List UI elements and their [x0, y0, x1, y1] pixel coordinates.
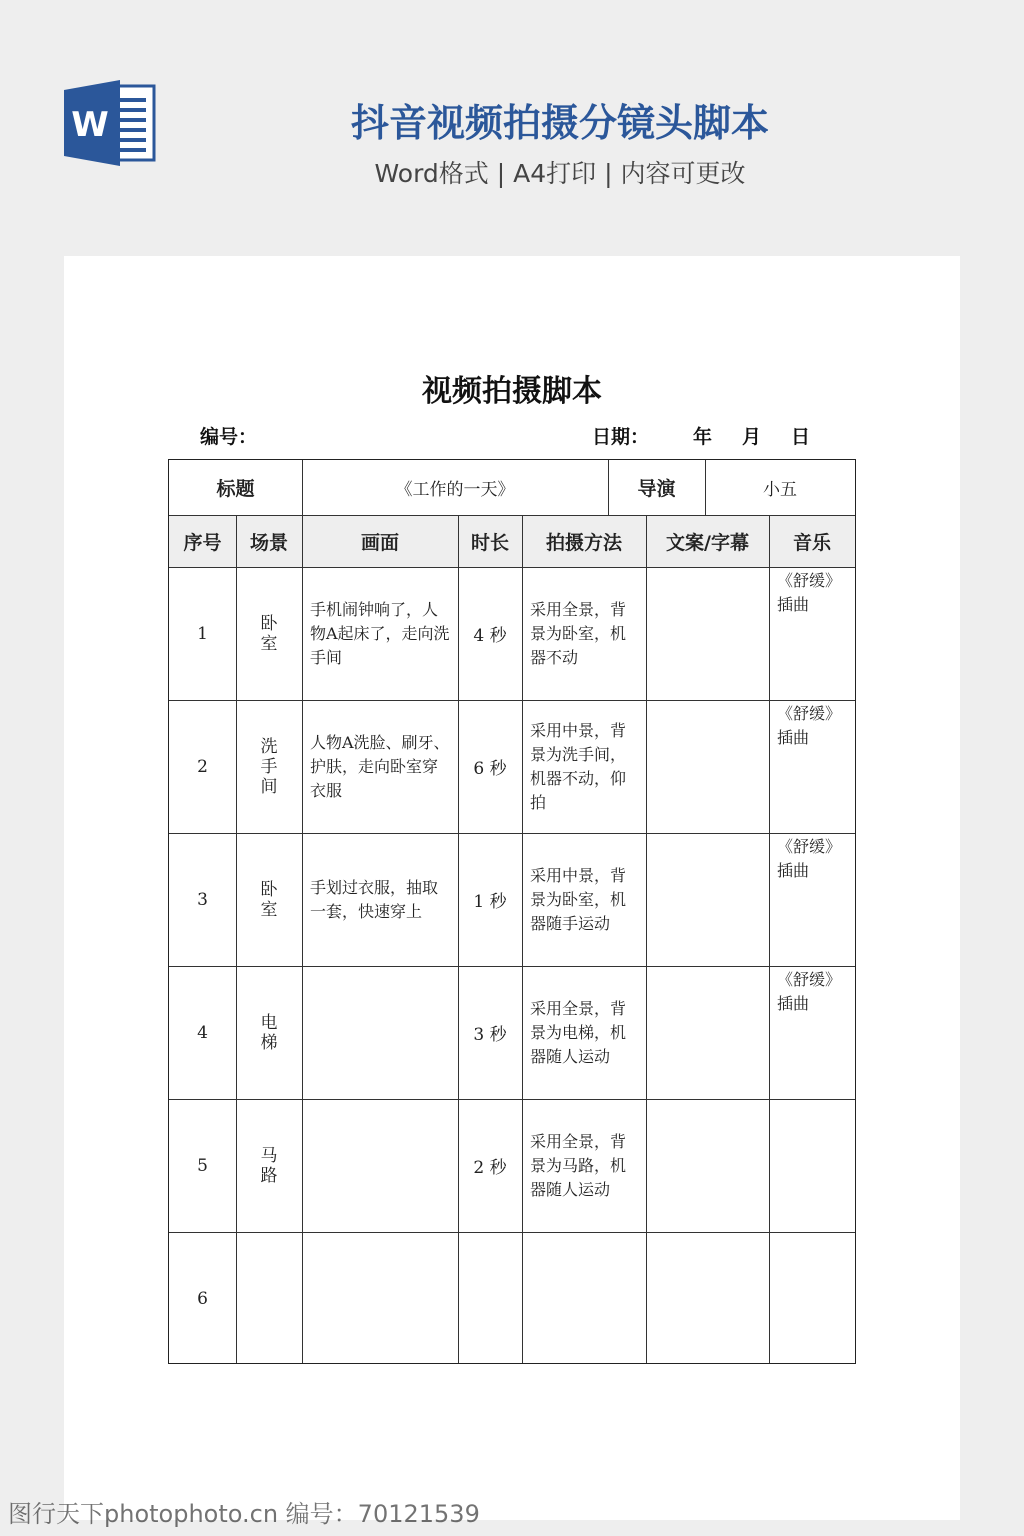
row-number-cell: 6: [197, 1288, 208, 1309]
column-header: 音乐: [769, 515, 855, 567]
caption-cell: [646, 966, 769, 1099]
grid-line-v: [646, 515, 647, 1363]
year-label: 年: [693, 426, 713, 448]
scene-char: 室: [260, 899, 278, 920]
scene-char: 马: [260, 1145, 278, 1166]
director-value-cell: 小五: [763, 480, 797, 500]
music-cell: [769, 1099, 855, 1232]
picture-cell: [302, 966, 458, 1099]
duration-cell: [458, 1232, 522, 1365]
script-table: [168, 459, 856, 1364]
method-cell: 采用中景，背景为洗手间，机器不动，仰拍: [530, 720, 627, 812]
scene-char: 路: [260, 1165, 278, 1186]
grid-line-v: [769, 515, 770, 1363]
duration-cell: 2 秒: [473, 1158, 507, 1178]
scene-char: 梯: [260, 1032, 278, 1053]
method-cell: [522, 1232, 646, 1365]
scene-char: 电: [260, 1012, 278, 1033]
page-heading: 抖音视频拍摄分镜头脚本: [350, 101, 769, 145]
grid-line-h: [169, 1099, 855, 1100]
row-number-cell: 1: [197, 623, 208, 644]
column-header: 文案/字幕: [646, 515, 769, 567]
grid-line-v: [236, 515, 237, 1363]
method-cell: 采用全景，背景为电梯，机器随人运动: [530, 998, 627, 1066]
day-label: 日: [791, 426, 811, 448]
grid-line-h: [169, 966, 855, 967]
picture-cell: [302, 1232, 458, 1365]
picture-cell: 人物A洗脸、刷牙、护肤，走向卧室穿衣服: [310, 732, 450, 800]
date-field: [592, 422, 810, 449]
scene-cell: [236, 966, 302, 1099]
row-number-cell: 5: [197, 1155, 208, 1176]
row-number-cell: 3: [197, 889, 208, 910]
caption-cell: [646, 1232, 769, 1365]
caption-cell: [646, 567, 769, 700]
scene-char: 间: [260, 776, 278, 797]
music-cell: [769, 1232, 855, 1365]
method-cell: 采用全景，背景为卧室，机器不动: [530, 599, 627, 667]
grid-line-v: [302, 460, 303, 515]
grid-line-h: [169, 700, 855, 701]
number-label: 编号：: [200, 426, 258, 448]
row-number-cell: 2: [197, 756, 208, 777]
grid-line-h: [169, 1232, 855, 1233]
grid-line-h: [169, 567, 855, 568]
watermark: 图行天下photophoto.cn 编号：70121539: [8, 1500, 480, 1528]
caption-cell: [646, 700, 769, 833]
column-header: 时长: [458, 515, 522, 567]
scene-char: 手: [260, 756, 278, 777]
scene-cell: [236, 833, 302, 966]
logo-letter: W: [71, 105, 109, 145]
page-subheading: Word格式 | A4打印 | 内容可更改: [374, 159, 746, 188]
music-cell: 《舒缓》插曲: [777, 837, 842, 880]
picture-cell: 手机闹钟响了，人物A起床了，走向洗手间: [310, 599, 450, 667]
document-title: 视频拍摄脚本: [422, 374, 602, 409]
scene-cell: [236, 1232, 302, 1365]
music-cell: 《舒缓》插曲: [777, 704, 842, 747]
column-header: 画面: [302, 515, 458, 567]
word-logo-icon: [64, 80, 158, 166]
method-cell: 采用全景，背景为马路，机器随人运动: [530, 1131, 627, 1199]
grid-line-v: [522, 515, 523, 1363]
scene-cell: [236, 700, 302, 833]
column-header: 场景: [236, 515, 302, 567]
music-cell: 《舒缓》插曲: [777, 970, 842, 1013]
director-label-cell: 导演: [637, 478, 676, 500]
date-label: 日期：: [592, 426, 650, 448]
grid-line-h: [169, 515, 855, 516]
duration-cell: 6 秒: [473, 759, 507, 779]
method-cell: 采用中景，背景为卧室，机器随手运动: [530, 865, 627, 933]
picture-cell: 手划过衣服，抽取一套，快速穿上: [310, 877, 439, 921]
column-header: 拍摄方法: [522, 515, 646, 567]
duration-cell: 1 秒: [473, 892, 507, 912]
grid-line-h: [169, 833, 855, 834]
row-number-cell: 4: [197, 1022, 208, 1043]
scene-char: 卧: [260, 613, 278, 634]
title-value-cell: 《工作的一天》: [395, 480, 515, 500]
music-cell: 《舒缓》插曲: [777, 571, 842, 614]
caption-cell: [646, 1099, 769, 1232]
column-header: 序号: [169, 515, 236, 567]
scene-cell: [236, 567, 302, 700]
scene-char: 卧: [260, 879, 278, 900]
scene-char: 洗: [260, 736, 278, 757]
grid-line-v: [302, 515, 303, 1363]
grid-line-v: [608, 460, 609, 515]
month-label: 月: [742, 426, 762, 448]
grid-line-v: [458, 515, 459, 1363]
scene-cell: [236, 1099, 302, 1232]
duration-cell: 4 秒: [473, 626, 507, 646]
scene-char: 室: [260, 633, 278, 654]
duration-cell: 3 秒: [473, 1025, 507, 1045]
caption-cell: [646, 833, 769, 966]
title-label-cell: 标题: [216, 478, 255, 500]
grid-line-v: [705, 460, 706, 515]
picture-cell: [302, 1099, 458, 1232]
document-page: [64, 256, 960, 1520]
